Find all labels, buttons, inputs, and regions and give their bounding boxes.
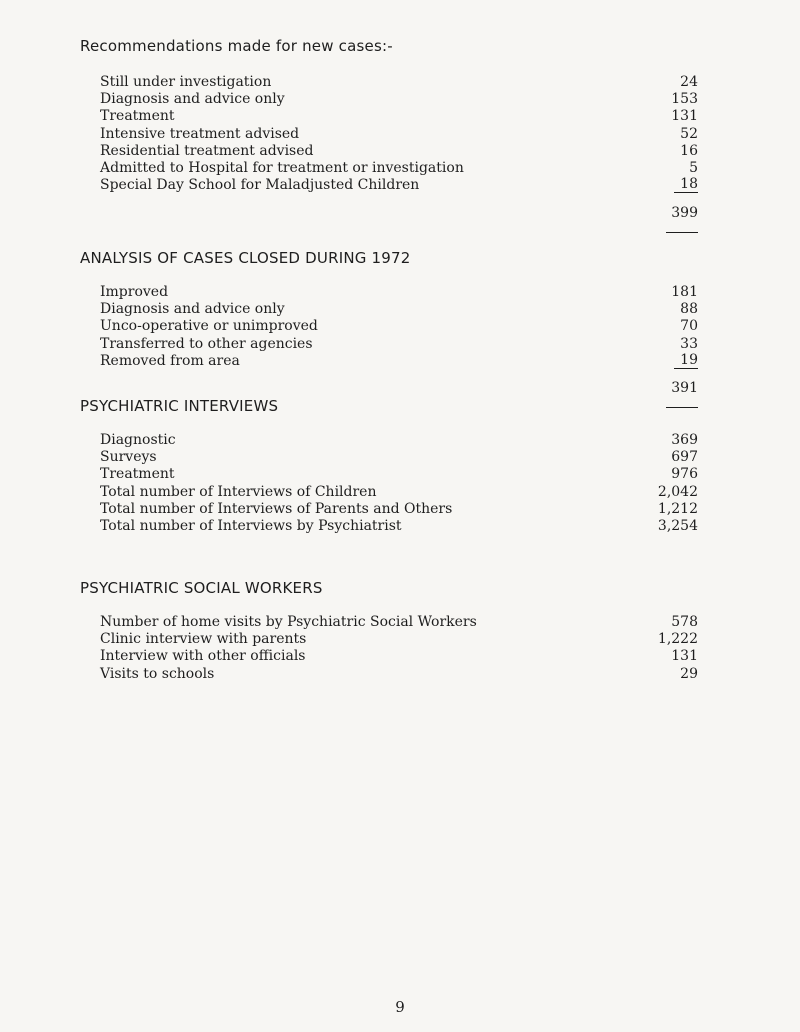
row-value: 976 — [671, 466, 698, 483]
row-value: 1,212 — [657, 500, 698, 517]
list-item — [100, 449, 698, 466]
list-item — [100, 501, 698, 518]
total-rule — [666, 407, 698, 408]
row-label: Diagnostic — [100, 432, 176, 448]
row-value: 131 — [671, 648, 698, 665]
social-workers-list — [100, 614, 698, 683]
cases-closed-total: 391 — [671, 380, 698, 396]
row-label: Intensive treatment advised — [100, 125, 300, 142]
row-label: Residential treatment advised — [100, 142, 314, 159]
row-label: Visits to schools — [100, 665, 215, 682]
list-item — [100, 108, 698, 125]
row-label: Removed from area — [100, 352, 240, 369]
row-label: Diagnosis and advice only — [100, 91, 285, 108]
list-item — [100, 318, 698, 335]
row-value: 697 — [671, 449, 698, 466]
row-value: 1,222 — [657, 631, 698, 648]
row-label: Interview with other officials — [100, 648, 306, 665]
list-item — [100, 648, 698, 665]
list-item — [100, 518, 698, 535]
row-label: Still under investigation — [100, 74, 272, 90]
row-label: Admitted to Hospital for treatment or investigation — [100, 159, 464, 176]
row-label: Improved — [100, 284, 169, 300]
row-label: Number of home visits by Psychiatric Social Workers — [100, 614, 477, 630]
row-value: 70 — [680, 318, 698, 335]
row-value: 24 — [680, 74, 698, 90]
psychiatric-interviews-list — [100, 432, 698, 535]
recommendations-heading: Recommendations made for new cases:- — [80, 37, 393, 55]
row-label: Total number of Interviews of Parents and Others — [100, 500, 453, 517]
row-value: 19 — [674, 353, 698, 369]
list-item — [100, 284, 698, 301]
list-item — [100, 432, 698, 449]
row-value: 52 — [680, 125, 698, 142]
row-label: Diagnosis and advice only — [100, 301, 285, 318]
list-item — [100, 91, 698, 108]
row-value: 578 — [671, 614, 698, 630]
row-value: 5 — [689, 159, 698, 176]
row-label: Surveys — [100, 449, 157, 466]
list-item — [100, 353, 698, 370]
psychiatric-interviews-heading: PSYCHIATRIC INTERVIEWS — [80, 397, 279, 415]
social-workers-heading: PSYCHIATRIC SOCIAL WORKERS — [80, 579, 323, 597]
list-item — [100, 74, 698, 91]
row-value: 181 — [671, 284, 698, 300]
list-item — [100, 484, 698, 501]
list-item — [100, 614, 698, 631]
cases-closed-heading: ANALYSIS OF CASES CLOSED DURING 1972 — [80, 249, 411, 267]
cases-closed-list — [100, 284, 698, 370]
recommendations-list — [100, 74, 698, 194]
row-label: Transferred to other agencies — [100, 335, 313, 352]
list-item — [100, 160, 698, 177]
row-label: Special Day School for Maladjusted Children — [100, 177, 420, 194]
row-value: 2,042 — [657, 483, 698, 500]
list-item — [100, 336, 698, 353]
page-number: 9 — [395, 998, 405, 1016]
row-value: 29 — [680, 665, 698, 682]
row-label: Treatment — [100, 466, 175, 483]
list-item — [100, 631, 698, 648]
row-label: Clinic interview with parents — [100, 631, 307, 648]
row-label: Total number of Interviews by Psychiatrist — [100, 517, 402, 534]
row-label: Unco-operative or unimproved — [100, 318, 318, 335]
row-value: 18 — [674, 177, 698, 193]
row-value: 16 — [680, 142, 698, 159]
list-item — [100, 666, 698, 683]
list-item — [100, 301, 698, 318]
row-value: 369 — [671, 432, 698, 448]
list-item — [100, 126, 698, 143]
total-rule — [666, 232, 698, 233]
row-value: 153 — [671, 91, 698, 108]
row-value: 33 — [680, 335, 698, 352]
list-item — [100, 177, 698, 194]
recommendations-total: 399 — [671, 205, 698, 221]
row-label: Total number of Interviews of Children — [100, 483, 377, 500]
row-value: 88 — [680, 301, 698, 318]
row-value: 131 — [671, 108, 698, 125]
row-label: Treatment — [100, 108, 175, 125]
row-value: 3,254 — [657, 517, 698, 534]
list-item — [100, 466, 698, 483]
list-item — [100, 143, 698, 160]
